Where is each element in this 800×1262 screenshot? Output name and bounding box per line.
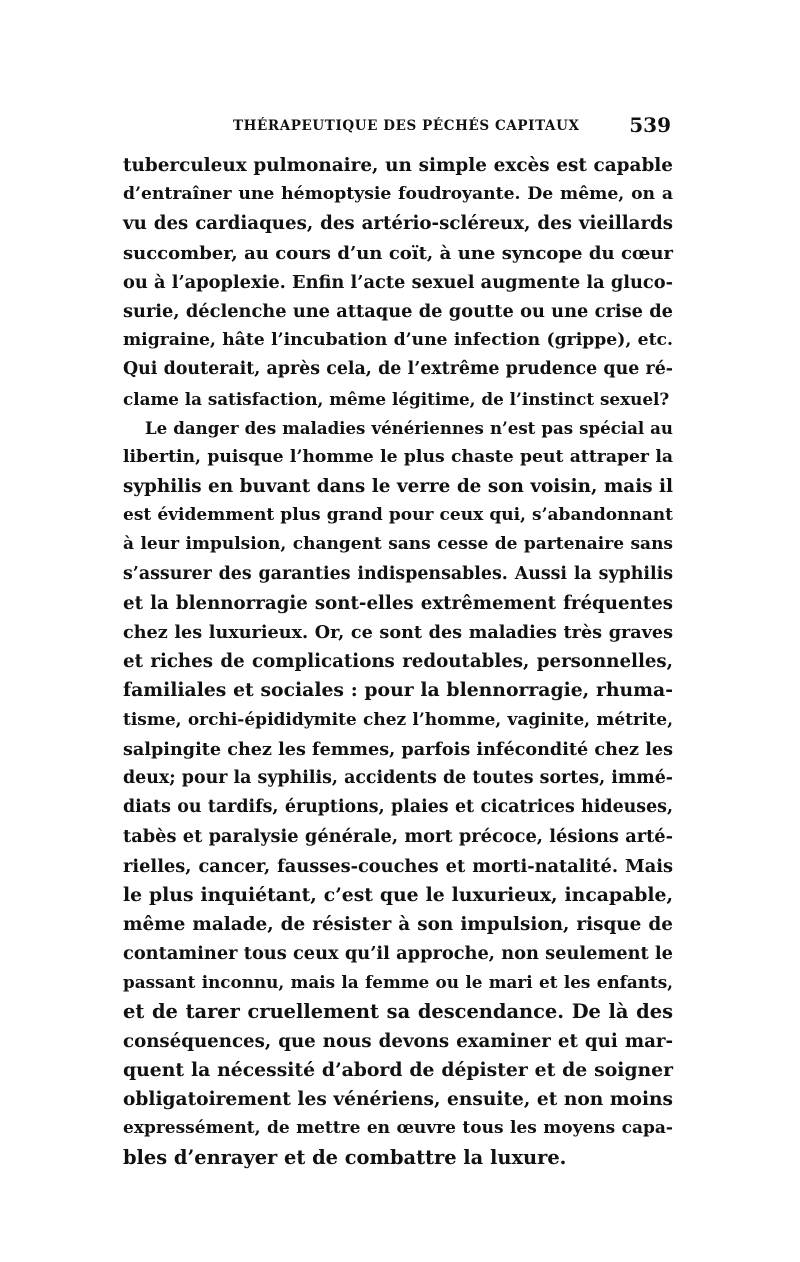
text-line: succomber, au cours d’un coït, à une syncope du cœur	[123, 242, 673, 264]
text-line: vu des cardiaques, des artério-scléreux, des vieillards	[123, 213, 673, 235]
text-line: et la blennorragie sont-elles extrêmement fréquentes	[123, 592, 673, 614]
text-line: salpingite chez les femmes, parfois infécondité chez les	[123, 738, 673, 760]
text-line: passant inconnu, mais la femme ou le mari et les enfants,	[123, 972, 673, 993]
text-line: quent la nécessité d’abord de dépister et de soigner	[123, 1058, 673, 1081]
text-line: même malade, de résister à son impulsion, risque de	[123, 913, 673, 935]
text-line: à leur impulsion, changent sans cesse de partenaire sans	[123, 534, 673, 555]
body-text	[123, 151, 673, 1173]
text-line: chez les luxurieux. Or, ce sont des maladies très graves	[123, 622, 673, 643]
text-line: surie, déclenche une attaque de goutte ou une crise de	[123, 300, 673, 322]
text-line: est évidemment plus grand pour ceux qui, s’abandonnant	[123, 505, 673, 526]
text-line: tisme, orchi-épididymite chez l’homme, vaginite, métrite,	[123, 709, 673, 730]
page-number: 539	[629, 113, 671, 137]
text-line: tuberculeux pulmonaire, un simple excès est capable	[123, 155, 673, 176]
text-line: familiales et sociales : pour la blennorragie, rhuma-	[123, 679, 673, 702]
text-line: et riches de complications redoutables, personnelles,	[123, 651, 673, 673]
running-head	[123, 112, 673, 142]
text-line: syphilis en buvant dans le verre de son voisin, mais il	[123, 476, 673, 498]
text-line: bles d’enrayer et de combattre la luxure.	[123, 1146, 567, 1170]
text-line: d’entraîner une hémoptysie foudroyante. De même, on a	[123, 184, 673, 205]
text-line: et de tarer cruellement sa descendance. De là des	[123, 1000, 673, 1024]
paragraph-first-line: Le danger des maladies vénériennes n’est pas spécial au	[145, 417, 673, 438]
text-line: clame la satisfaction, même légitime, de l’instinct sexuel?	[123, 388, 670, 409]
text-line: Qui douterait, après cela, de l’extrême prudence que ré-	[123, 359, 673, 380]
text-line: migraine, hâte l’incubation d’une infection (grippe), etc.	[123, 330, 673, 351]
text-line: tabès et paralysie générale, mort précoce, lésions arté-	[123, 826, 673, 848]
text-line: conséquences, que nous devons examiner et qui mar-	[123, 1030, 673, 1052]
text-line: expressément, de mettre en œuvre tous les moyens capa-	[123, 1118, 673, 1139]
text-line: diats ou tardifs, éruptions, plaies et cicatrices hideuses,	[123, 797, 673, 818]
running-title: THÉRAPEUTIQUE DES PÉCHÉS CAPITAUX	[233, 118, 580, 134]
text-line: deux; pour la syphilis, accidents de toutes sortes, immé-	[123, 767, 673, 788]
text-line: obligatoirement les vénériens, ensuite, et non moins	[123, 1089, 673, 1110]
text-line: s’assurer des garanties indispensables. Aussi la syphilis	[123, 563, 673, 584]
text-line: libertin, puisque l’homme le plus chaste peut attraper la	[123, 446, 673, 467]
text-line: rielles, cancer, fausses-couches et morti-natalité. Mais	[123, 855, 673, 877]
text-line: le plus inquiétant, c’est que le luxurieux, incapable,	[123, 883, 673, 906]
text-line: ou à l’apoplexie. Enfin l’acte sexuel augmente la gluco-	[123, 271, 673, 293]
text-line: contaminer tous ceux qu’il approche, non seulement le	[123, 943, 673, 965]
